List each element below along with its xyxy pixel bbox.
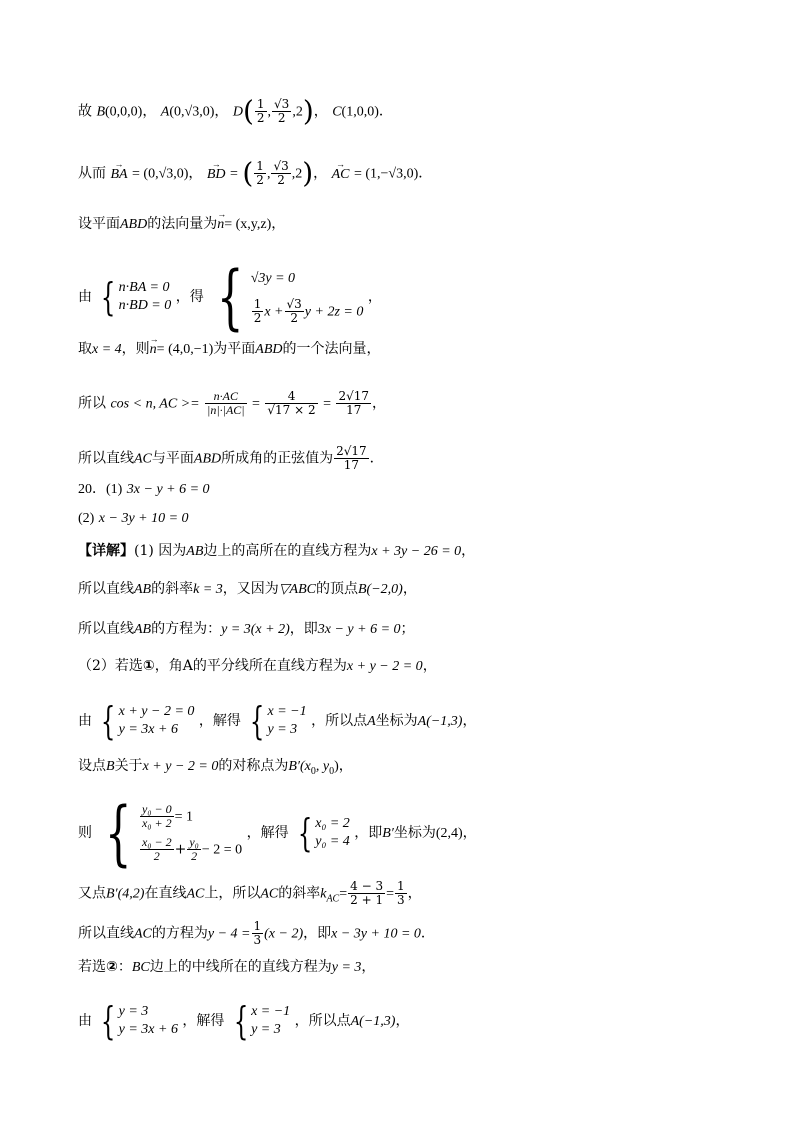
text-line-14 (78, 699, 477, 743)
text-line-9 (78, 509, 189, 528)
text: 与平面 (151, 450, 194, 467)
text: ． (418, 165, 433, 182)
text: ； (400, 621, 415, 637)
text-line-19 (78, 958, 375, 977)
text: ，角A的平分线所在直线方程为 (154, 658, 347, 674)
text: ： (117, 959, 132, 975)
math: 2 (295, 104, 303, 120)
math: AC (186, 886, 205, 902)
math: D (232, 104, 243, 120)
math: 2 (295, 166, 303, 182)
text: ， (142, 103, 157, 120)
equation-system-1: { n·BA = 0 n·BD = 0 (101, 275, 172, 319)
math: A (160, 104, 170, 120)
math: AC (260, 886, 279, 902)
math: AC (134, 926, 152, 942)
vector: → n (150, 341, 157, 359)
text: 则 (78, 825, 92, 841)
math: x + 3y − 26 = 0 (371, 544, 462, 559)
paren: ( (242, 94, 254, 128)
text: (1) 因为 (134, 543, 187, 559)
equation-system-8: { x = −1 y = 3 (233, 999, 291, 1043)
text: ，又因为 (222, 581, 279, 597)
text-line-6 (78, 390, 386, 417)
text: 坐标为 (375, 713, 418, 729)
math: ABD (193, 451, 222, 467)
math: B (106, 759, 115, 774)
math: y − 4 = (207, 926, 251, 942)
equation-system-3: { x + y − 2 = 0 y = 3x + 6 (101, 699, 195, 743)
fraction: $\frac{1}{3}$ (397, 879, 405, 907)
text-line-20 (78, 999, 410, 1043)
math: ABD (255, 342, 283, 357)
text: ， (395, 1013, 410, 1029)
math: = (252, 396, 260, 412)
option-marker: ② (106, 959, 118, 975)
text: ， (422, 658, 437, 674)
math: = (0,√3,0) (132, 166, 189, 182)
text: 若选 (78, 959, 106, 975)
text: ． (420, 925, 435, 942)
equation-system-4: { x = −1 y = 3 (250, 699, 307, 743)
text: ， (271, 216, 286, 232)
text: ，得 (175, 289, 204, 305)
text: ， (462, 825, 477, 841)
math: (0,0,0) (105, 104, 143, 120)
text: ． (369, 450, 384, 467)
text: 由 (78, 713, 92, 729)
text-line-15: 设点B关于x + y − 2 = 0的对称点为$B'(x_0$, $y_0$)， (78, 758, 353, 777)
text: ，解得 (198, 713, 241, 729)
text: ，即 (354, 825, 383, 841)
text-line-16 (78, 792, 477, 874)
math: A(−1,3) (350, 1014, 396, 1029)
text-line-1 (78, 94, 393, 128)
text: ， (462, 713, 477, 729)
text: ，解得 (182, 1013, 225, 1029)
text: 设平面 (78, 216, 120, 232)
text: 所成角的正弦值为 (221, 450, 334, 467)
text: 所以直线 (78, 925, 134, 942)
label: 【详解】 (78, 543, 134, 559)
text-line-2 (78, 156, 433, 190)
fraction: $\frac{1}{2}$ (256, 97, 265, 125)
text: 的一个法向量， (282, 341, 381, 357)
text: ， (338, 758, 353, 774)
equation-system-7: { y = 3 y = 3x + 6 (101, 999, 178, 1043)
math: , (291, 166, 296, 182)
text: ，解得 (246, 825, 289, 841)
math: x + y − 2 = 0 (142, 759, 219, 774)
math: A (367, 714, 376, 729)
vector: → AC (332, 166, 350, 184)
vector: → BD (207, 166, 226, 184)
math: 3x − y + 6 = 0 (126, 482, 210, 497)
math: y (322, 759, 330, 774)
math: C (332, 104, 342, 120)
math: (x − 2) (264, 926, 304, 942)
math: AB (134, 622, 152, 637)
text: 的斜率 (278, 885, 321, 902)
text: ，所以点 (311, 713, 368, 729)
text: 所以 (78, 395, 106, 412)
math: x − 3y + 10 = 0 (331, 926, 421, 942)
math: B(−2,0) (358, 582, 403, 597)
fraction: $\frac{4}{√17 \times 2}$ (267, 389, 316, 417)
text: ， (361, 959, 376, 975)
text: 由 (78, 289, 92, 305)
text-line-10: 【详解】(1) 因为AB边上的高所在的直线方程为x + 3y − 26 = 0， (78, 543, 476, 559)
text: 设点 (78, 758, 106, 774)
text: 从而 (78, 165, 106, 182)
fraction: $\frac{√3}{2}$ (273, 159, 289, 187)
text: 坐标为 (393, 825, 436, 841)
equation-system-5: { $\frac{\text{y₀ − 0}}{\text{x₀ + 2}}$ = 1 $\frac{\text{x₀ − 2}}{2}$ + $\frac{\text{y₀}}{2}$ − 2 = 0 (105, 792, 243, 874)
text: ， (402, 581, 417, 597)
text: 的法向量为 (147, 216, 218, 232)
math: = (230, 166, 238, 182)
fraction: $\frac{√3}{2}$ (274, 97, 290, 125)
math: A(−1,3) (417, 714, 463, 729)
math: B (96, 104, 106, 120)
text: 所以直线 (78, 621, 134, 637)
text: ， (188, 165, 203, 182)
math: 3x − y + 6 = 0 (317, 622, 401, 637)
math: ABD (120, 217, 148, 232)
text: 又点 (78, 885, 106, 902)
fraction: $\frac{1}{3}$ (253, 919, 262, 947)
text: 在直线 (144, 885, 187, 902)
text: 的方程为： (151, 621, 222, 637)
math: k (320, 886, 327, 902)
math: AB (134, 582, 152, 597)
fraction: $\frac{4 - 3}{2 + 1}$ (350, 879, 384, 907)
math: y = 3(x + 2) (221, 622, 290, 637)
text: 的顶点 (316, 581, 358, 597)
text: 边上的高所在的直线方程为 (203, 543, 372, 559)
text: 的对称点为 (218, 758, 289, 774)
math: AC (134, 451, 152, 467)
math: cos < n, AC >= (110, 396, 200, 412)
math: = (323, 396, 331, 412)
math: (0,√3,0) (169, 104, 215, 120)
text: 的斜率 (151, 581, 194, 597)
fraction: $\frac{2√17}{17}$ (336, 444, 367, 472)
math: ▽ABC (278, 582, 316, 597)
text: 上，所以 (204, 885, 261, 902)
item-number: (2) (78, 511, 95, 526)
vector: → n (217, 216, 224, 234)
text-line-12 (78, 620, 415, 639)
math: (1,0,0) (341, 104, 379, 120)
math: , (292, 104, 296, 120)
text: 所以直线 (78, 450, 134, 467)
text-line-13 (78, 657, 437, 676)
text: ， (214, 103, 229, 120)
text: 由 (78, 1013, 92, 1029)
text: 所以直线 (78, 581, 134, 597)
math: B′(4,2) (106, 886, 145, 902)
text-line-18 (78, 920, 435, 947)
text-line-3 (78, 215, 285, 234)
text-line-5 (78, 340, 381, 359)
text: 取 (78, 341, 92, 357)
text: ， (372, 395, 386, 412)
paren: ( (242, 156, 254, 190)
math: BC (131, 960, 150, 975)
math: B′(x (288, 759, 311, 774)
math: = (1,−√3,0) (353, 166, 419, 182)
text: ， (313, 165, 328, 182)
math: x + y − 2 = 0 (346, 659, 423, 674)
math: , (267, 104, 272, 120)
text-line-8 (78, 480, 210, 499)
text: ，则 (121, 341, 150, 357)
text: 为平面 (213, 341, 256, 357)
text: ，即 (303, 925, 332, 942)
math: y = 3 (331, 960, 362, 975)
paren: ) (302, 156, 314, 190)
fraction: $\frac{1}{2}$ (256, 159, 264, 187)
paren: ) (302, 94, 314, 128)
math: k = 3 (193, 582, 223, 597)
text: ，即 (289, 621, 318, 637)
math: , (266, 166, 271, 182)
math: B′ (382, 826, 394, 841)
fraction: $\frac{2√17}{17}$ (338, 389, 369, 417)
math: x = 4 (92, 342, 122, 357)
equation-system-2: { √3y = 0 $\frac{1}{2}$ x + $\frac{√3}{2}$ y + 2z = 0 (217, 256, 364, 338)
math: = (4,0,−1) (156, 342, 214, 357)
text: 故 (78, 103, 92, 120)
text: ，所以点 (294, 1013, 351, 1029)
text: 边上的中线所在的直线方程为 (149, 959, 332, 975)
text-line-4 (78, 256, 382, 338)
text: ． (378, 103, 393, 120)
text: （2）若选 (78, 658, 143, 674)
text: 的方程为 (151, 925, 208, 942)
item-number: 20．(1) (78, 482, 123, 497)
option-marker: ① (142, 658, 155, 674)
equation-system-6: { x₀ = 2 y₀ = 4 (297, 811, 350, 855)
math: AB (186, 544, 204, 559)
text-line-7 (78, 445, 384, 472)
math: = (x,y,z) (224, 217, 272, 232)
fraction: $\frac{n\cdot AC}{|n|\cdot|AC|}$ (207, 389, 245, 417)
math: x − 3y + 10 = 0 (98, 511, 189, 526)
text: 关于 (114, 758, 143, 774)
math: (2,4) (435, 826, 463, 841)
text: ， (367, 289, 382, 305)
text-line-11 (78, 580, 417, 599)
vector: → BA (110, 166, 127, 184)
text: ， (407, 885, 422, 902)
text-line-17: 又点B′(4,2)在直线AC上，所以AC的斜率$k_{AC}=$ $\frac{4 - 3}{2 + 1}$ = $\frac{1}{3}$ ， (78, 879, 422, 907)
text: ， (313, 103, 328, 120)
